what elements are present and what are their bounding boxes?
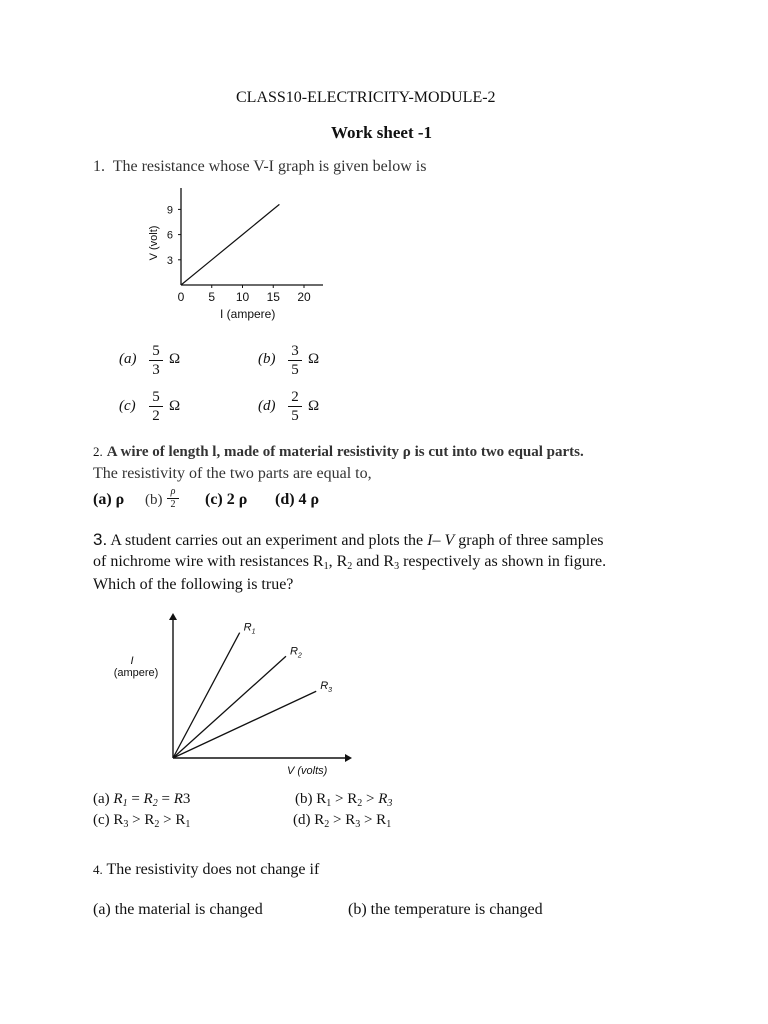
q2-opt-c: (c) 2 ρ [205,491,248,508]
y-tick-label: 3 [166,254,173,267]
q3-sub3: 3 [394,561,400,572]
q1-opt-d-fraction [288,389,302,424]
q3-V: V [444,532,455,549]
worksheet-title: Work sheet -1 [331,123,433,142]
q2-line1 [93,443,584,461]
q4-opt-a: (a) the material is changed [93,901,263,918]
y-axis-label: V (volt) [148,225,160,261]
q3-I: I [427,532,433,549]
x-axis-label: I (ampere) [220,307,276,321]
q3-sub2: 2 [347,561,353,572]
q2-opt-b-fraction [167,487,179,510]
series-line-r1 [173,633,240,758]
q1-opt-a-unit: Ω [169,351,181,367]
y-axis-label-2: (ampere) [113,667,159,679]
x-axis-arrow [345,754,352,762]
q4-number: 4. [93,862,103,877]
q1-opt-c-num: 5 [152,389,160,405]
x-axis-label: V (volts) [287,765,328,777]
y-tick-label: 9 [166,204,173,217]
q1-opt-a-num: 5 [152,343,160,359]
q1-opt-b-unit: Ω [308,351,320,367]
data-line [181,204,279,285]
q2-opt-b-den: 2 [170,499,176,510]
q3-line3: Which of the following is true? [93,576,294,593]
q3-line2-mid1: , R [328,553,348,570]
q1-opt-b-num: 3 [291,343,299,359]
series-label-sub: 3 [328,687,333,695]
q1-opt-c-unit: Ω [169,398,181,414]
q1-number: 1. [93,158,105,175]
series-label-sub: 2 [297,652,302,660]
q3-opt-b: (b) $R_1 > R_2 > R_3$ [295,791,393,809]
q3-opt-c: (c) $R_3 > R_2 > R_1$ [93,812,191,830]
q1-opt-d-den: 5 [291,408,299,424]
q3-number: 3. [93,530,108,549]
q2-line2: The resistivity of the two parts are equal to, [93,465,372,482]
q2-opt-d: (d) 4 ρ [275,491,320,508]
q1-opt-d-label: (d) [258,398,276,414]
q1-opt-a-den: 3 [152,362,160,378]
q3-line1 [93,530,604,550]
q1-opt-a-fraction [149,343,163,378]
series-label-sub: 1 [251,628,256,636]
q2-opt-b-num: ρ [170,486,176,497]
q1-opt-a-label: (a) [119,351,137,367]
q1-opt-b-den: 5 [291,362,299,378]
x-tick-label: 10 [235,290,250,304]
q3-sub1: 1 [323,561,329,572]
series-line-r2 [173,656,286,758]
q2-question: A wire of length l, made of material resistivity ρ is cut into two equal parts. [106,444,584,460]
q3-line2 [93,553,606,571]
y-axis-label-1: I [130,655,134,667]
q3-line2-pre: of nichrome wire with resistances R [93,553,324,570]
q3-dash: – [432,532,445,549]
q4-text [93,861,319,879]
x-tick-label: 15 [266,290,280,304]
y-tick-label: 6 [166,229,173,242]
x-tick-label: 20 [297,290,311,304]
q4-opt-b: (b) the temperature is changed [348,901,543,918]
module-title: CLASS10-ELECTRICITY-MODULE-2 [236,89,496,106]
x-tick-label: 0 [177,290,185,304]
q1-opt-c-fraction [149,389,163,424]
q1-opt-d-num: 2 [291,389,299,405]
q1-opt-b-label: (b) [258,351,276,367]
q2-opt-b-label: (b) [145,492,163,508]
series-line-r3 [173,691,316,758]
series-label-r1: $R_1$ [243,621,256,636]
q1-opt-d-unit: Ω [308,398,320,414]
q1-text [93,158,426,176]
iv-graph [100,610,360,780]
q3-line2-post: respectively as shown in figure. [399,553,607,570]
vi-graph [140,188,340,328]
q1-opt-c-den: 2 [152,408,160,424]
q3-line1-pre: A student carries out an experiment and plots the [110,532,428,549]
q3-line1-post: graph of three samples [454,532,604,549]
q2-opt-a: (a) ρ [93,491,125,508]
q3-opt-d: (d) $R_2 > R_3 > R_1$ [293,812,392,830]
q1-question: The resistance whose V-I graph is given below is [112,158,427,175]
q2-number: 2. [93,444,103,459]
q1-opt-b-fraction [288,343,302,378]
q4-question: The resistivity does not change if [106,861,320,878]
y-axis-arrow [169,613,177,620]
x-tick-label: 5 [208,290,216,304]
series-label-r3: $R_3$ [320,680,333,695]
q1-opt-c-label: (c) [119,398,136,414]
q3-line2-mid2: and R [352,553,395,570]
series-label-r2: $R_2$ [289,645,302,660]
q3-opt-a: (a) $R_1 = R_2 = R3$ [93,791,191,809]
